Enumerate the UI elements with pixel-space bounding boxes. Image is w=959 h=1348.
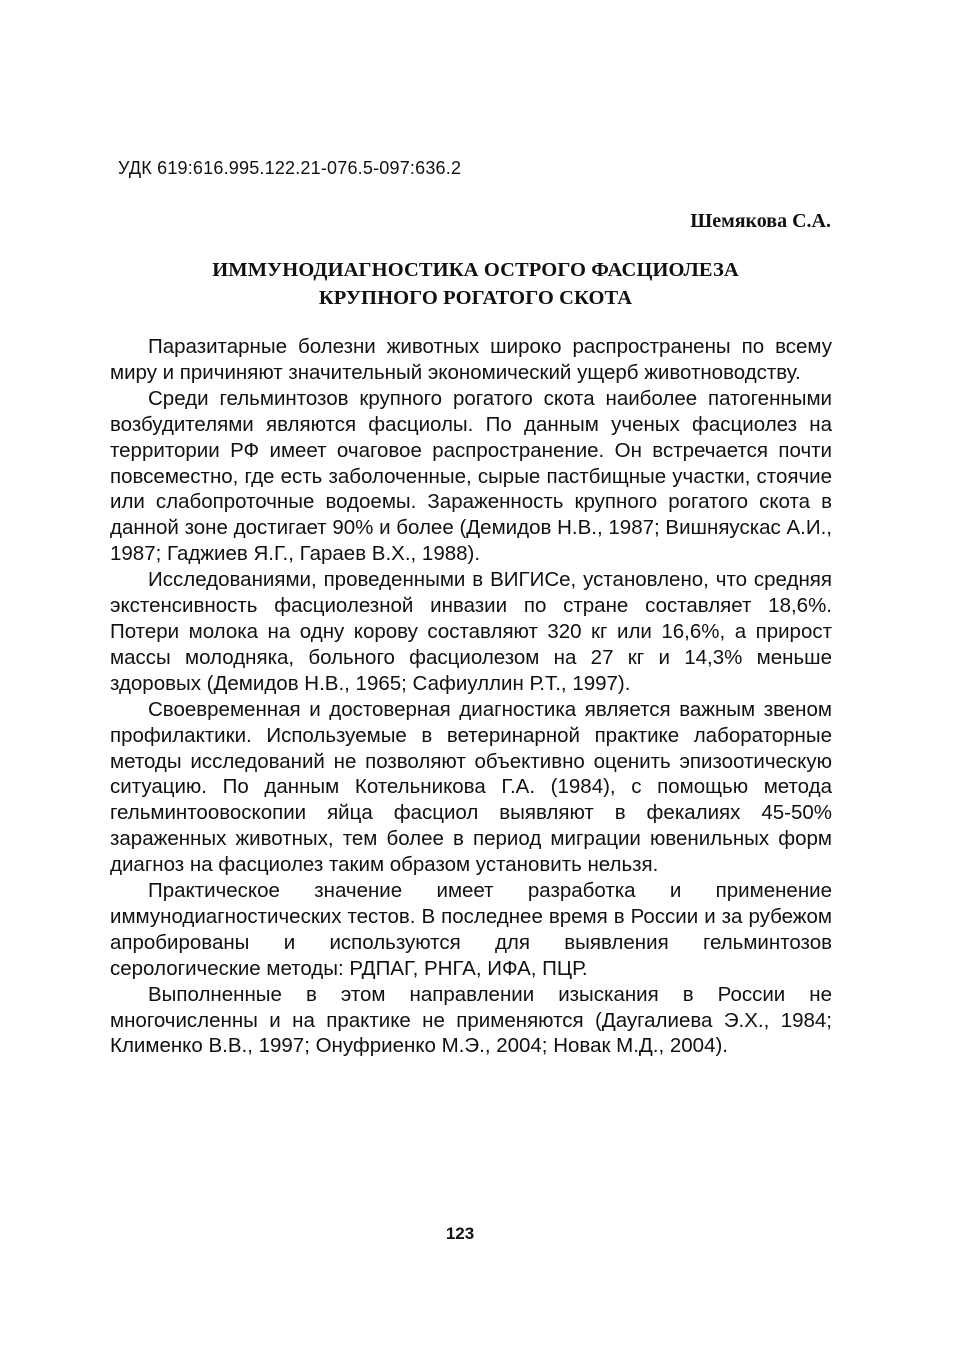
article-body: [110, 334, 832, 1059]
udk-code: УДК 619:616.995.122.21-076.5-097:636.2: [118, 158, 462, 178]
article-title-line-1: ИММУНОДИАГНОСТИКА ОСТРОГО ФАСЦИОЛЕЗА: [212, 259, 739, 281]
paragraph-4: Своевременная и достоверная диагностика является важным звеном профилактики. Используемые в ветеринарной практике лабораторные методы исследований не позволяют объективно оценить эпизоотическую ситуацию. По данным Котельникова Г.А. (1984), с помощью метода гельминтоовоскопии яйца фасциол выявляют в фекалиях 45-50% зараженных животных, тем более в период миграции ювенильных форм диагноз на фасциолез таким образом установить нельзя.: [110, 697, 832, 877]
page-number: 123: [445, 1224, 475, 1243]
paragraph-2: Среди гельминтозов крупного рогатого скота наиболее патогенными возбудителями являются фасциолы. По данным ученых фасциолез на территории РФ имеет очаговое распространение. Он встречается почти повсеместно, где есть заболоченные, сырые пастбищные участки, стоячие или слабопроточные водоемы. Зараженность крупного рогатого скота в данной зоне достигает 90% и более (Демидов Н.В., 1987; Вишняускас А.И., 1987; Гаджиев Я.Г., Гараев В.Х., 1988).: [110, 386, 832, 566]
paragraph-1: Паразитарные болезни животных широко распространены по всему миру и причиняют значительный экономический ущерб животноводству.: [110, 335, 832, 384]
paragraph-3: Исследованиями, проведенными в ВИГИСе, установлено, что средняя экстенсивность фасциолезной инвазии по стране составляет 18,6%. Потери молока на одну корову составляют 320 кг или 16,6%, а прирост массы молодняка, больного фасциолезом на 27 кг и 14,3% меньше здоровых (Демидов Н.В., 1965; Сафиуллин Р.Т., 1997).: [110, 568, 832, 695]
paragraph-6: Выполненные в этом направлении изыскания в России не многочисленны и на практике не применяются (Даугалиева Э.Х., 1984; Клименко В.В., 1997; Онуфриенко М.Э., 2004; Новак М.Д., 2004).: [110, 982, 832, 1058]
author-name: Шемякова С.А.: [690, 210, 831, 232]
article-title-line-2: КРУПНОГО РОГАТОГО СКОТА: [318, 287, 633, 309]
paragraph-5: Практическое значение имеет разработка и применение иммунодиагностических тестов. В последнее время в России и за рубежом апробированы и используются для выявления гельминтозов серологические методы: РДПАГ, РНГА, ИФА, ПЦР.: [110, 879, 832, 980]
article-title: [118, 256, 833, 312]
